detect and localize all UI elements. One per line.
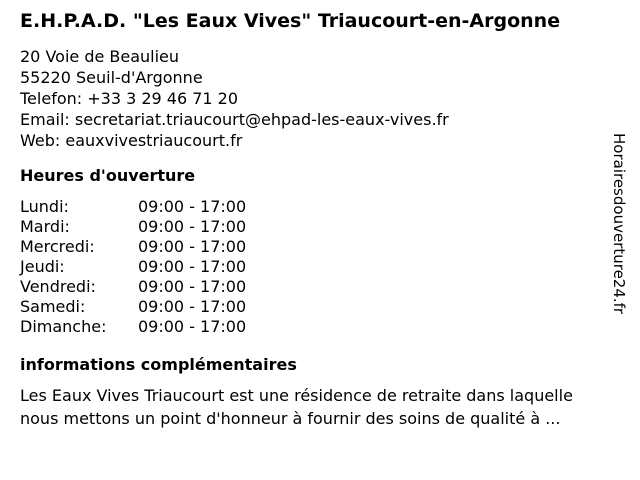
page-title: E.H.P.A.D. "Les Eaux Vives" Triaucourt-en-Argonne <box>20 10 561 32</box>
hours-row-saturday <box>20 297 606 317</box>
day-label: Vendredi: <box>20 277 96 296</box>
hours-row-tuesday <box>20 217 606 237</box>
time-value: 09:00 - 17:00 <box>138 317 247 336</box>
web-line: Web: eauxvivestriaucourt.fr <box>20 131 243 150</box>
additional-info-heading: informations complémentaires <box>20 355 297 374</box>
time-value: 09:00 - 17:00 <box>138 217 247 236</box>
watermark-vertical-text: Horairesdouverture24.fr <box>610 133 628 315</box>
time-value: 09:00 - 17:00 <box>138 197 247 216</box>
hours-row-thursday <box>20 257 606 277</box>
time-value: 09:00 - 17:00 <box>138 257 247 276</box>
hours-row-friday <box>20 277 606 297</box>
time-value: 09:00 - 17:00 <box>138 237 247 256</box>
time-value: 09:00 - 17:00 <box>138 277 247 296</box>
day-label: Jeudi: <box>20 257 65 276</box>
day-label: Mardi: <box>20 217 70 236</box>
contact-block <box>20 46 606 151</box>
hours-row-monday <box>20 197 606 217</box>
address-line-2: 55220 Seuil-d'Argonne <box>20 68 203 87</box>
day-label: Lundi: <box>20 197 69 216</box>
phone-line: Telefon: +33 3 29 46 71 20 <box>20 89 239 108</box>
day-label: Samedi: <box>20 297 86 316</box>
email-line: Email: secretariat.triaucourt@ehpad-les-eaux-vives.fr <box>20 110 449 129</box>
additional-info-text: Les Eaux Vives Triaucourt est une résidence de retraite dans laquelle nous mettons un point d'honneur à fournir des soins de qualité à ... <box>20 386 573 428</box>
day-label: Dimanche: <box>20 317 107 336</box>
opening-hours-heading: Heures d'ouverture <box>20 166 196 185</box>
day-label: Mercredi: <box>20 237 95 256</box>
opening-hours-table <box>20 197 606 337</box>
hours-row-sunday <box>20 317 606 337</box>
time-value: 09:00 - 17:00 <box>138 297 247 316</box>
address-line-1: 20 Voie de Beaulieu <box>20 47 180 66</box>
hours-row-wednesday <box>20 237 606 257</box>
